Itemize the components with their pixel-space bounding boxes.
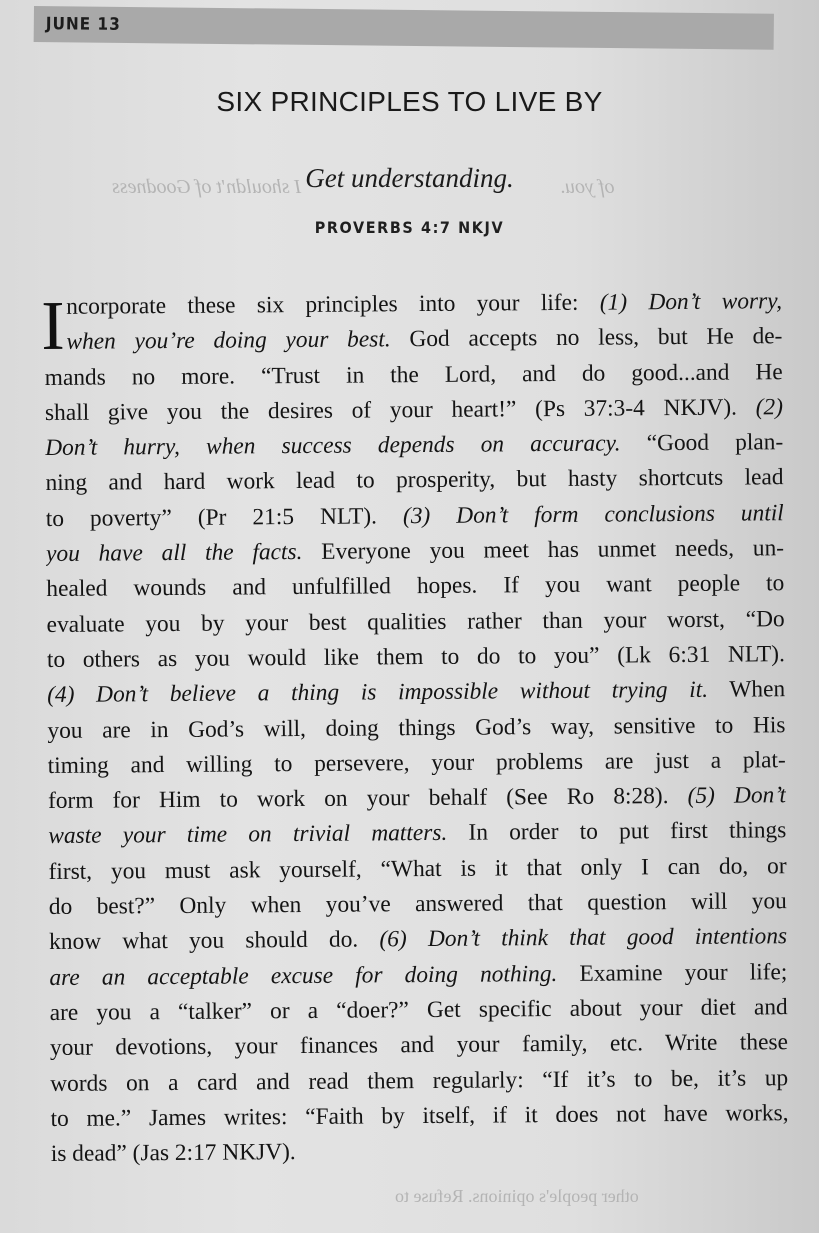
body-line: timing and willing to persevere, your problems are just a plat- <box>47 747 786 779</box>
body-line: ning and hard work lead to prosperity, but hasty shortcuts lead <box>45 464 784 497</box>
scripture-verse: Get understanding. <box>305 163 514 193</box>
body-line: to me.” James writes: “Faith by itself, if it does not have works, <box>50 1100 789 1132</box>
show-through-text-right: of you. <box>560 176 615 198</box>
body-line: Don’t hurry, when success depends on accuracy. “Good plan- <box>45 429 784 462</box>
date-header-bar <box>34 6 774 50</box>
body-line: healed wounds and unfulfilled hopes. If you want people to <box>46 570 785 603</box>
body-line: your devotions, your finances and your family, etc. Write these <box>49 1029 789 1062</box>
body-line: know what you should do. (6) Don’t think that good intentions <box>49 923 788 956</box>
devotional-body <box>40 284 789 1210</box>
body-line: ncorporate these six principles into your life: (1) Don’t worry, <box>66 288 783 320</box>
body-line: first, you must ask yourself, “What is it that only I can do, or <box>48 852 787 885</box>
body-line: are you a “talker” or a “doer?” Get specific about your diet and <box>49 994 788 1026</box>
drop-cap: I <box>40 287 65 366</box>
body-line: waste your time on trivial matters. In order to put first things <box>48 817 787 850</box>
body-line: to others as you would like them to do to you” (Lk 6:31 NLT). <box>46 641 785 673</box>
body-line: you are in God’s will, doing things God’s way, sensitive to His <box>47 711 786 744</box>
body-line: are an acceptable excuse for doing nothing. Examine your life; <box>49 958 788 991</box>
body-line: when you’re doing your best. God accepts no less, but He de- <box>66 323 783 356</box>
body-line: you have all the facts. Everyone you meet has unmet needs, un- <box>45 535 785 568</box>
body-line: form for Him to work on your behalf (See Ro 8:28). (5) Don’t <box>47 782 787 815</box>
body-line: to poverty” (Pr 21:5 NLT). (3) Don’t form conclusions until <box>45 499 784 532</box>
show-through-text-bottom: other people's opinions. Refuse to <box>395 1186 639 1206</box>
scripture-reference: PROVERBS 4:7 NKJV <box>314 218 505 237</box>
body-line: evaluate you by your best qualities rather than your worst, “Do <box>46 605 785 638</box>
body-line: shall give you the desires of your heart!” (Ps 37:3-4 NKJV). (2) <box>44 394 784 426</box>
body-line: mands no more. “Trust in the Lord, and do good...and He <box>44 358 783 391</box>
body-line: do best?” Only when you’ve answered that question will you <box>48 888 787 921</box>
date-label: JUNE 13 <box>45 14 121 35</box>
body-line: (4) Don’t believe a thing is impossible without trying it. When <box>47 676 786 709</box>
body-lines <box>44 284 789 1172</box>
body-line: words on a card and read them regularly: “If it’s to be, it’s up <box>50 1064 789 1097</box>
page-title: SIX PRINCIPLES TO LIVE BY <box>216 86 603 117</box>
body-line: is dead” (Jas 2:17 NKJV). <box>50 1139 296 1168</box>
show-through-text-left: I shouldn't of Goodness <box>112 176 302 198</box>
